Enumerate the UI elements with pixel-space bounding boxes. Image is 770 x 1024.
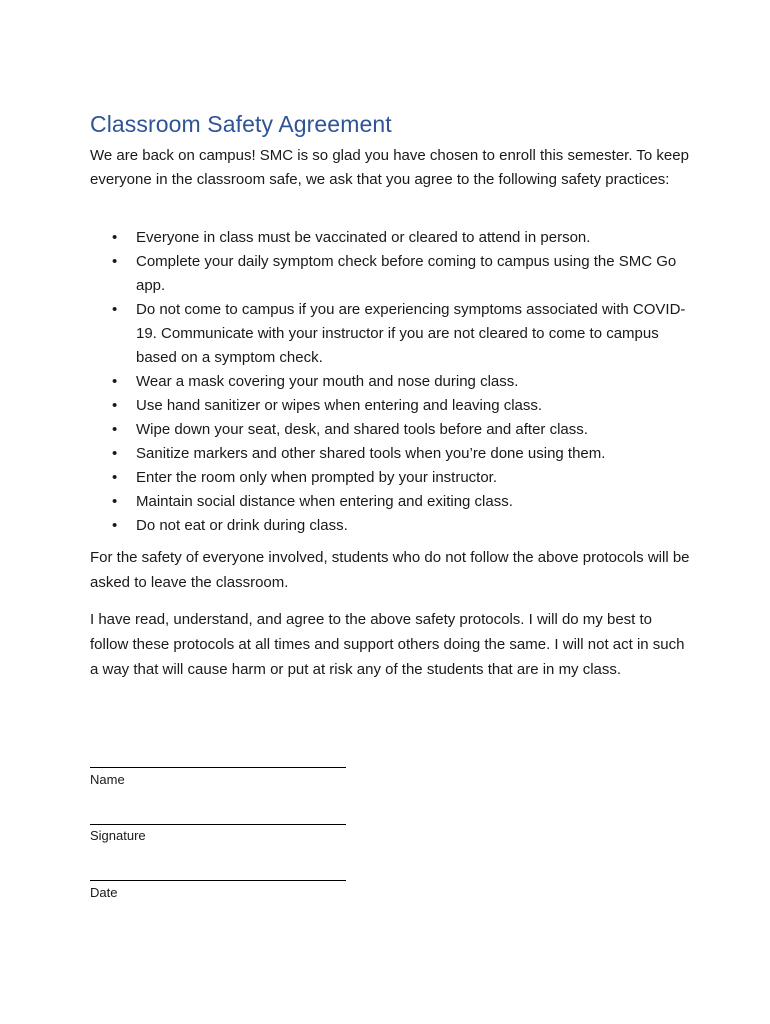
warning-paragraph: For the safety of everyone involved, students who do not follow the above protocols will be asked to leave the classroom.	[90, 549, 690, 591]
rule-item: • Use hand sanitizer or wipes when entering and leaving class.	[90, 394, 690, 418]
rule-item: • Wear a mask covering your mouth and nose during class.	[90, 370, 690, 394]
safety-rules-list	[90, 226, 690, 538]
rule-item: • Complete your daily symptom check before coming to campus using the SMC Go app.	[90, 250, 690, 298]
intro-paragraph: We are back on campus! SMC is so glad you have chosen to enroll this semester. To keep everyone in the classroom safe, we ask that you agree to the following safety practices:	[90, 147, 689, 188]
signature-label: Signature	[90, 828, 146, 843]
rule-item: • Enter the room only when prompted by your instructor.	[90, 466, 690, 490]
document-title: Classroom Safety Agreement	[90, 111, 392, 137]
rule-item: • Do not come to campus if you are experiencing symptoms associated with COVID-19. Communicate with your instructor if you are not cleared to come to campus based on a symptom check.	[90, 298, 690, 370]
name-field-line[interactable]	[90, 767, 346, 768]
rule-item: • Wipe down your seat, desk, and shared tools before and after class.	[90, 418, 690, 442]
rule-item: • Do not eat or drink during class.	[90, 514, 690, 538]
date-field-line[interactable]	[90, 880, 346, 881]
signature-field-line[interactable]	[90, 824, 346, 825]
rule-item: • Everyone in class must be vaccinated or cleared to attend in person.	[90, 226, 690, 250]
name-label: Name	[90, 772, 125, 787]
date-label: Date	[90, 885, 118, 900]
agreement-paragraph: I have read, understand, and agree to the above safety protocols. I will do my best to follow these protocols at all times and support others doing the same. I will not act in such a way that will cause harm or put at risk any of the students that are in my class.	[90, 611, 685, 678]
rule-item: • Sanitize markers and other shared tools when you’re done using them.	[90, 442, 690, 466]
rule-item: • Maintain social distance when entering and exiting class.	[90, 490, 690, 514]
